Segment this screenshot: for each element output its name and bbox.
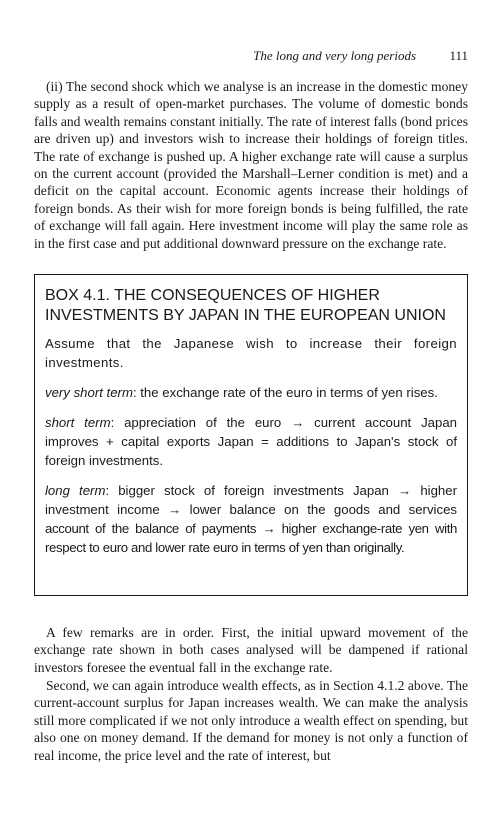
long-term-text-1: : bigger stock of foreign investments Japan → higher investment income → lower balance on the goods and services xyxy=(45,483,457,517)
box-short-term xyxy=(45,413,457,470)
paragraph-wealth-effects: Second, we can again introduce wealth effects, as in Section 4.1.2 above. The current-account surplus for Japan increases wealth. We can make the analysis still more complicated if we not only introduce a wealth effect on spending, but also one on money demand. If the demand for money is not only a function of real income, the price level and the rate of interest, but xyxy=(34,678,468,763)
paragraph-remarks: A few remarks are in order. First, the initial upward movement of the exchange rate shown in both cases analysed will be dampened if rational investors foresee the eventual fall in the exchange rate. xyxy=(34,625,468,675)
book-page xyxy=(34,0,468,827)
very-short-term-text: : the exchange rate of the euro in terms of yen rises. xyxy=(132,385,438,400)
box-4-1 xyxy=(34,274,468,596)
long-term-text-3: respect to euro and lower rate euro in terms of yen than originally. xyxy=(45,540,405,555)
very-short-term-label: very short term xyxy=(45,385,133,400)
page-number: 111 xyxy=(449,48,468,63)
box-long-term xyxy=(45,481,457,557)
box-very-short-term xyxy=(45,383,457,402)
chapter-title: The long and very long periods xyxy=(253,48,416,63)
box-intro: Assume that the Japanese wish to increase their foreign investments. xyxy=(45,336,457,370)
short-term-text: : appreciation of the euro → current account Japan improves + capital exports Japan = additions to Japan's stock of foreign investments. xyxy=(45,415,458,468)
long-term-label: long term xyxy=(45,483,106,498)
paragraph-second-shock: (ii) The second shock which we analyse is an increase in the domestic money supply as a result of open-market purchases. The volume of domestic bonds falls and wealth remains constant initially. The rate of interest falls (bond prices are driven up) and investors wish to increase their holdings of foreign titles. The rate of exchange is pushed up. A higher exchange rate will cause a surplus on the current account (provided the Marshall–Lerner condition is met) and a deficit on the capital account. Economic agents increase their holdings of foreign bonds. As their wish for more foreign bonds is being fulfilled, the rate of exchange will fall again. Here investment income will play the same role as in the first case and put additional downward pressure on the exchange rate. xyxy=(34,79,468,251)
short-term-label: short term xyxy=(45,415,111,430)
long-term-text-2: account of the balance of payments → higher exchange-rate yen with xyxy=(45,521,457,536)
box-title: BOX 4.1. THE CONSEQUENCES OF HIGHER INVESTMENTS BY JAPAN IN THE EUROPEAN UNION xyxy=(45,287,446,324)
